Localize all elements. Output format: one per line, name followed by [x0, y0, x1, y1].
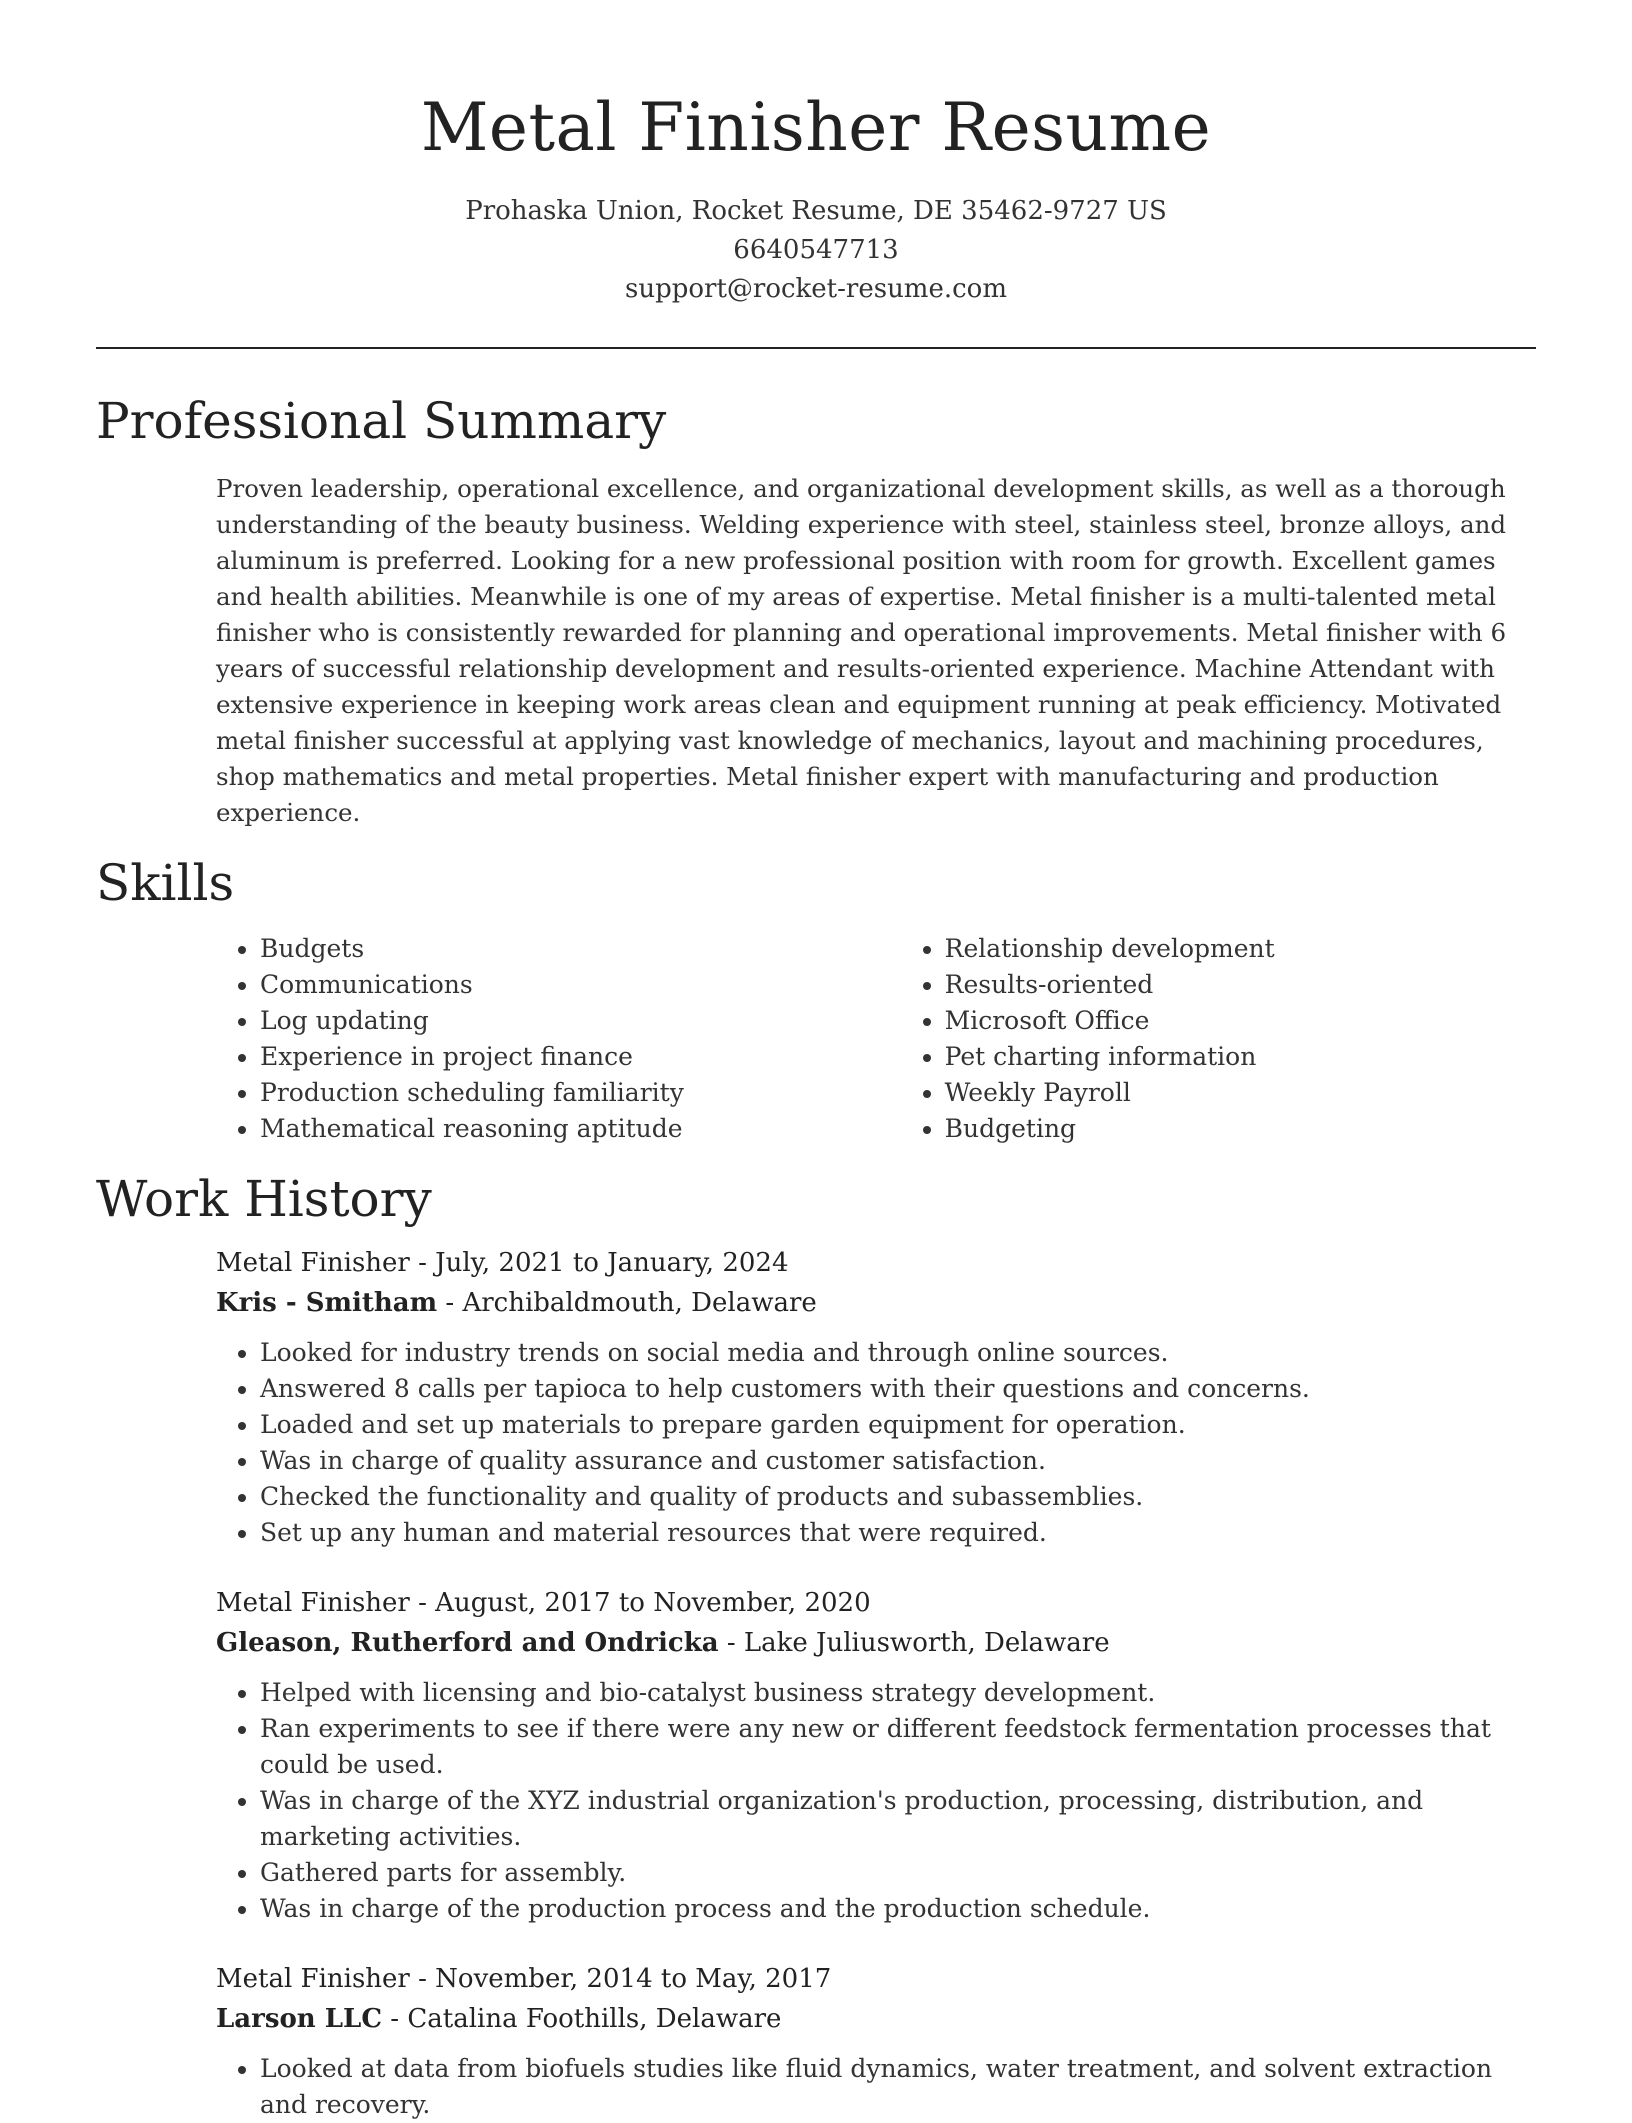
skills-list: [216, 931, 1536, 1147]
job-company-location: [216, 1999, 1536, 2039]
job-title-dates: Metal Finisher - August, 2017 to November, 2020: [216, 1588, 871, 1618]
job-company-location: [216, 1283, 1536, 1323]
summary-heading: Professional Summary: [96, 392, 667, 450]
job-entry: [216, 1243, 1536, 1551]
header-divider: [96, 347, 1536, 349]
job-duty: • Set up any human and material resources that were required.: [260, 1515, 1536, 1551]
skill-item: • Pet charting information: [945, 1039, 1536, 1075]
job-company: Gleason, Rutherford and Ondricka: [216, 1628, 719, 1658]
skills-heading: Skills: [96, 854, 235, 912]
job-duty: • Was in charge of quality assurance and customer satisfaction.: [260, 1443, 1536, 1479]
job-duty: • Answered 8 calls per tapioca to help customers with their questions and concerns.: [260, 1371, 1536, 1407]
resume-header: [96, 0, 1536, 309]
job-location: - Archibaldmouth, Delaware: [437, 1288, 817, 1318]
job-entry: [216, 1959, 1536, 2123]
job-duty: • Checked the functionality and quality of products and subassemblies.: [260, 1479, 1536, 1515]
skill-item: • Budgets: [260, 931, 901, 967]
job-duties: [216, 2051, 1536, 2123]
job-duty: • Loaded and set up materials to prepare garden equipment for operation.: [260, 1407, 1536, 1443]
resume-page: [96, 0, 1536, 2123]
job-duties: [216, 1675, 1536, 1927]
job-title-dates: Metal Finisher - November, 2014 to May, 2017: [216, 1964, 832, 1994]
job-company: Kris - Smitham: [216, 1288, 438, 1318]
job-company-location: [216, 1623, 1536, 1663]
job-duty: • Was in charge of the production process and the production schedule.: [260, 1891, 1536, 1927]
skill-item: • Mathematical reasoning aptitude: [260, 1111, 901, 1147]
job-company: Larson LLC: [216, 2004, 383, 2034]
job-location: - Catalina Foothills, Delaware: [382, 2004, 782, 2034]
skills-column-right: [901, 931, 1536, 1147]
skill-item: • Budgeting: [945, 1111, 1536, 1147]
skill-item: • Relationship development: [945, 931, 1536, 967]
page-title: Metal Finisher Resume: [420, 89, 1212, 166]
contact-address: Prohaska Union, Rocket Resume, DE 35462-9727 US: [465, 196, 1167, 226]
job-duties: [216, 1335, 1536, 1551]
job-duty: • Looked at data from biofuels studies like fluid dynamics, water treatment, and solvent extraction and recovery.: [260, 2051, 1536, 2123]
job-duty: • Ran experiments to see if there were any new or different feedstock fermentation processes that could be used.: [260, 1711, 1536, 1783]
contact-phone: 6640547713: [733, 235, 899, 265]
job-duty: • Was in charge of the XYZ industrial organization's production, processing, distribution, and marketing activities.: [260, 1783, 1536, 1855]
work-history-heading: Work History: [96, 1170, 432, 1228]
skill-item: • Log updating: [260, 1003, 901, 1039]
skill-item: • Results-oriented: [945, 967, 1536, 1003]
skill-item: • Experience in project finance: [260, 1039, 901, 1075]
skill-item: • Weekly Payroll: [945, 1075, 1536, 1111]
job-duty: • Looked for industry trends on social media and through online sources.: [260, 1335, 1536, 1371]
job-duty: • Gathered parts for assembly.: [260, 1855, 1536, 1891]
job-entry: [216, 1583, 1536, 1927]
skills-column-left: [216, 931, 901, 1147]
summary-text: Proven leadership, operational excellence, and organizational development skills, as well as a thorough understanding of the beauty business. Welding experience with steel, stainless steel, bronze alloys, and aluminum is preferred. Looking for a new professional position with room for growth. Excellent games and health abilities. Meanwhile is one of my areas of expertise. Metal finisher is a multi-talented metal finisher who is consistently rewarded for planning and operational improvements. Metal finisher with 6 years of successful relationship development and results-oriented experience. Machine Attendant with extensive experience in keeping work areas clean and equipment running at peak efficiency. Motivated metal finisher successful at applying vast knowledge of mechanics, layout and machining procedures, shop mathematics and metal properties. Metal finisher expert with manufacturing and production experience.: [216, 474, 1507, 827]
skill-item: • Microsoft Office: [945, 1003, 1536, 1039]
job-location: - Lake Juliusworth, Delaware: [718, 1628, 1110, 1658]
skill-item: • Production scheduling familiarity: [260, 1075, 901, 1111]
skill-item: • Communications: [260, 967, 901, 1003]
contact-info: [96, 192, 1536, 309]
job-title-dates: Metal Finisher - July, 2021 to January, 2024: [216, 1248, 789, 1278]
contact-email: support@rocket-resume.com: [624, 274, 1007, 304]
job-duty: • Helped with licensing and bio-catalyst business strategy development.: [260, 1675, 1536, 1711]
